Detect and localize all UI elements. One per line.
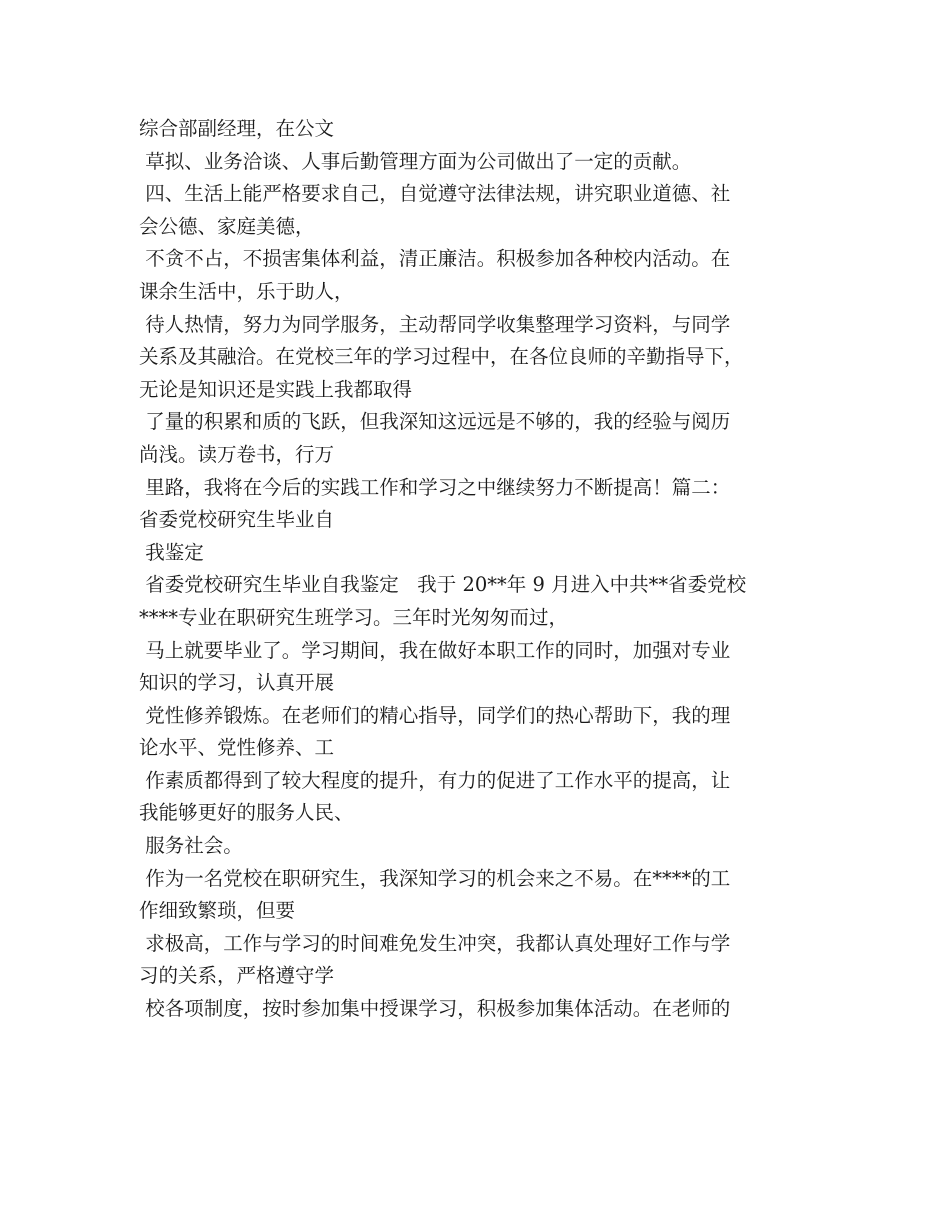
text-line: 会公德、家庭美德， — [139, 214, 315, 238]
text-line: 里路，我将在今后的实践工作和学习之中继续努力不断提高！篇二： — [139, 475, 731, 499]
text-line: 作为一名党校在职研究生，我深知学习的机会来之不易。在****的工 — [139, 866, 731, 890]
text-line: 关系及其融洽。在党校三年的学习过程中，在各位良师的辛勤指导下， — [139, 345, 744, 369]
text-line: 作细致繁琐，但要 — [139, 899, 296, 923]
text-line: ****专业在职研究生班学习。三年时光匆匆而过， — [139, 605, 569, 629]
text-line: 我能够更好的服务人民、 — [139, 801, 354, 825]
text-line: 校各项制度，按时参加集中授课学习，积极参加集体活动。在老师的 — [139, 997, 731, 1021]
text-line: 待人热情，努力为同学服务，主动帮同学收集整理学习资料，与同学 — [139, 312, 731, 336]
text-line: 我鉴定 — [139, 540, 204, 564]
text-line: 知识的学习，认真开展 — [139, 671, 335, 695]
text-line: 了量的积累和质的飞跃，但我深知这远远是不够的，我的经验与阅历 — [139, 410, 731, 434]
text-line: 综合部副经理，在公文 — [139, 117, 335, 140]
text-line: 省委党校研究生毕业自我鉴定 我于 20**年 9 月进入中共**省委党校 — [139, 573, 747, 597]
text-line: 求极高，工作与学习的时间难免发生冲突，我都认真处理好工作与学 — [139, 931, 731, 955]
text-line: 习的关系，严格遵守学 — [139, 964, 335, 988]
text-line: 尚浅。读万卷书，行万 — [139, 442, 335, 466]
text-line: 服务社会。 — [139, 834, 243, 858]
text-line: 无论是知识还是实践上我都取得 — [139, 377, 413, 401]
text-line: 不贪不占，不损害集体利益，清正廉洁。积极参加各种校内活动。在 — [139, 247, 731, 271]
text-line: 论水平、党性修养、工 — [139, 736, 335, 760]
document-body — [139, 113, 819, 1026]
text-line: 作素质都得到了较大程度的提升，有力的促进了工作水平的提高，让 — [139, 768, 731, 792]
text-line: 四、生活上能严格要求自己，自觉遵守法律法规，讲究职业道德、社 — [139, 182, 731, 206]
text-line: 草拟、业务洽谈、人事后勤管理方面为公司做出了一定的贡献。 — [139, 149, 692, 173]
text-line: 党性修养锻炼。在老师们的精心指导，同学们的热心帮助下，我的理 — [139, 703, 731, 727]
text-line: 省委党校研究生毕业自 — [139, 508, 335, 532]
text-line: 课余生活中，乐于助人， — [139, 279, 354, 303]
text-line: 马上就要毕业了。学习期间，我在做好本职工作的同时，加强对专业 — [139, 638, 731, 662]
